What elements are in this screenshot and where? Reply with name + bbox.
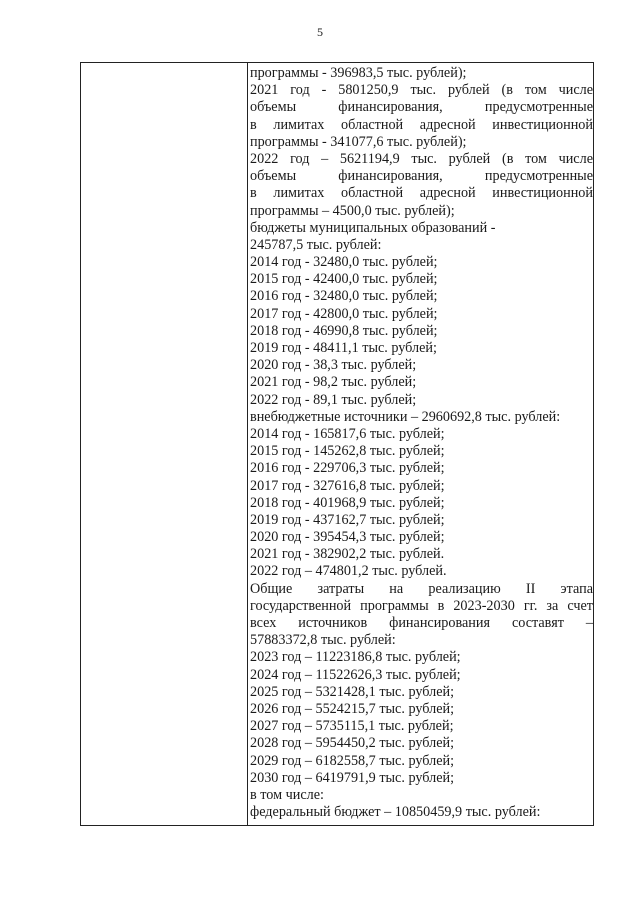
text-line: 2014 год - 32480,0 тыс. рублей; [250,254,438,271]
text-line: 2014 год - 165817,6 тыс. рублей; [250,425,445,442]
text-line: внебюджетные источники – 2960692,8 тыс. рублей: [250,408,561,425]
text-line: 57883372,8 тыс. рублей: [250,632,396,649]
text-line: объемы финансирования, предусмотренные [250,99,593,116]
text-line: программы – 4500,0 тыс. рублей); [250,202,455,219]
text-line: 2022 год - 89,1 тыс. рублей; [250,391,417,408]
text-line: 2029 год – 6182558,7 тыс. рублей; [250,752,455,769]
text-line: 2021 год - 5801250,9 тыс. рублей (в том числе [250,82,593,99]
text-line: 2021 год - 382902,2 тыс. рублей. [250,546,445,563]
page-number: 5 [317,25,323,39]
text-line: 2021 год - 98,2 тыс. рублей; [250,374,417,391]
document-table [80,62,594,826]
text-line: в лимитах областной адресной инвестиционной [250,116,593,133]
text-line: 2018 год - 46990,8 тыс. рублей; [250,322,438,339]
text-line: 2022 год – 474801,2 тыс. рублей. [250,563,447,580]
text-line: 2017 год - 42800,0 тыс. рублей; [250,305,438,322]
text-line: бюджеты муниципальных образований - [250,219,496,236]
text-line: 2024 год – 11522626,3 тыс. рублей; [250,666,461,683]
text-line: федеральный бюджет – 10850459,9 тыс. рублей: [250,804,541,821]
text-line: 2030 год – 6419791,9 тыс. рублей; [250,769,455,786]
text-line: 2020 год - 38,3 тыс. рублей; [250,357,417,374]
text-line: 2026 год – 5524215,7 тыс. рублей; [250,700,455,717]
text-line: 245787,5 тыс. рублей: [250,236,382,253]
text-line: Общие затраты на реализацию II этапа [250,580,593,597]
table-left-cell [81,63,248,825]
text-line: 2025 год – 5321428,1 тыс. рублей; [250,683,455,700]
text-line: 2015 год - 42400,0 тыс. рублей; [250,271,438,288]
text-line: всех источников финансирования составят – [250,615,593,631]
text-line: программы - 341077,6 тыс. рублей); [250,133,467,150]
text-line: 2019 год - 437162,7 тыс. рублей; [250,511,445,528]
text-line: 2016 год - 229706,3 тыс. рублей; [250,460,445,477]
table-right-cell [248,63,593,825]
text-line: 2023 год – 11223186,8 тыс. рублей; [250,649,461,666]
text-line: 2028 год – 5954450,2 тыс. рублей; [250,735,455,752]
text-line: в том числе: [250,786,324,803]
text-line: программы - 396983,5 тыс. рублей); [250,65,467,81]
text-line: объемы финансирования, предусмотренные [250,168,593,185]
text-line: 2020 год - 395454,3 тыс. рублей; [250,529,445,546]
text-line: 2017 год - 327616,8 тыс. рублей; [250,477,445,494]
text-line: 2022 год – 5621194,9 тыс. рублей (в том числе [250,150,593,167]
text-line: 2027 год – 5735115,1 тыс. рублей; [250,718,454,735]
text-line: в лимитах областной адресной инвестиционной [250,185,593,202]
text-line: 2019 год - 48411,1 тыс. рублей; [250,340,437,356]
text-line: государственной программы в 2023-2030 гг. за счет [250,597,593,614]
text-line: 2016 год - 32480,0 тыс. рублей; [250,288,438,305]
text-line: 2018 год - 401968,9 тыс. рублей; [250,494,445,511]
text-line: 2015 год - 145262,8 тыс. рублей; [250,443,445,460]
